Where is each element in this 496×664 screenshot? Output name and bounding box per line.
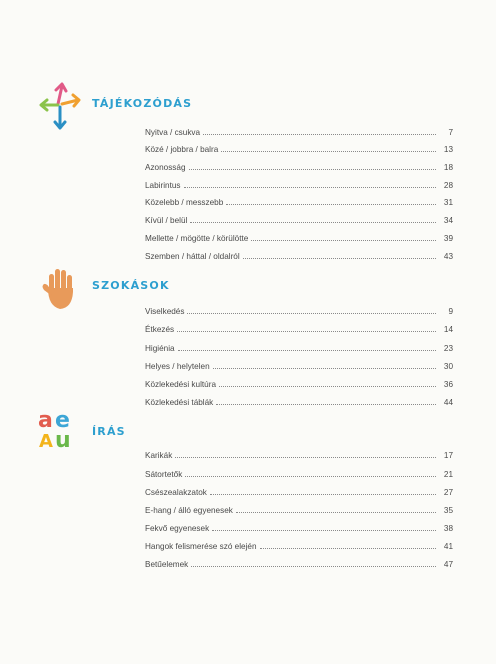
toc-entry-page: 9: [448, 307, 453, 316]
dot-leader: [260, 548, 437, 549]
dot-leader: [226, 204, 436, 205]
toc-entry-label: Közlekedési táblák: [145, 398, 214, 407]
toc-entry[interactable]: [145, 193, 453, 207]
toc-entry[interactable]: [145, 483, 453, 497]
dot-leader: [184, 187, 436, 188]
toc-entry[interactable]: [145, 320, 453, 334]
toc-entry-page: 30: [443, 362, 453, 371]
section-title: TÁJÉKOZÓDÁS: [92, 97, 193, 110]
toc-entry-label: Étkezés: [145, 325, 175, 334]
toc-entry[interactable]: [145, 357, 453, 371]
dot-leader: [178, 350, 436, 351]
toc-entry-page: 13: [443, 145, 453, 154]
section-title: SZOKÁSOK: [92, 279, 170, 292]
toc-entry-page: 18: [443, 163, 453, 172]
toc-entry-label: Labirintus: [145, 181, 181, 190]
toc-entry-page: 28: [443, 181, 453, 190]
toc-entry-page: 14: [443, 325, 453, 334]
dot-leader: [243, 258, 436, 259]
dot-leader: [177, 331, 436, 332]
toc-entry[interactable]: [145, 501, 453, 515]
toc-entry-page: 31: [443, 198, 453, 207]
toc-entry[interactable]: [145, 393, 453, 407]
toc-entry-label: Viselkedés: [145, 307, 185, 316]
dot-leader: [185, 476, 436, 477]
dot-leader: [213, 368, 436, 369]
letter-e: e: [55, 408, 70, 433]
toc-entry[interactable]: [145, 375, 453, 389]
toc-entry-label: Azonosság: [145, 163, 186, 172]
dot-leader: [191, 566, 436, 567]
section-title: ÍRÁS: [92, 425, 126, 438]
toc-entry-page: 36: [443, 380, 453, 389]
toc-entry[interactable]: [145, 537, 453, 551]
toc-entry-label: Közé / jobbra / balra: [145, 145, 219, 154]
toc-entry-page: 38: [443, 524, 453, 533]
toc-entry-label: Sátortetők: [145, 470, 183, 479]
toc-entry-page: 7: [448, 128, 453, 137]
toc-entry-page: 35: [443, 506, 453, 515]
letter-a: a: [38, 408, 53, 433]
toc-entry-label: Kívül / belül: [145, 216, 188, 225]
toc-entry-page: 27: [443, 488, 453, 497]
toc-entry-label: Fekvő egyenesek: [145, 524, 210, 533]
toc-entry-page: 43: [443, 252, 453, 261]
toc-entry-page: 23: [443, 344, 453, 353]
toc-entry[interactable]: [145, 123, 453, 137]
toc-entry-label: Közlekedési kultúra: [145, 380, 216, 389]
dot-leader: [251, 240, 436, 241]
dot-leader: [189, 169, 436, 170]
toc-entry[interactable]: [145, 229, 453, 243]
toc-entry-label: Higiénia: [145, 344, 175, 353]
toc-entry[interactable]: [145, 176, 453, 190]
letters-icon: [38, 408, 82, 456]
dot-leader: [216, 404, 436, 405]
toc-entry-label: Nyitva / csukva: [145, 128, 201, 137]
toc-entry-label: Csészealakzatok: [145, 488, 207, 497]
hand-icon: [40, 266, 80, 312]
toc-entry-page: 44: [443, 398, 453, 407]
letter-A: A: [39, 431, 53, 452]
toc-entry[interactable]: [145, 446, 453, 460]
toc-entry-label: Közelebb / messzebb: [145, 198, 224, 207]
toc-entry[interactable]: [145, 140, 453, 154]
dot-leader: [175, 457, 436, 458]
toc-entry-label: Betűelemek: [145, 560, 189, 569]
letter-u: u: [55, 428, 71, 453]
dot-leader: [210, 494, 436, 495]
toc-entry-page: 21: [443, 470, 453, 479]
toc-entry-page: 41: [443, 542, 453, 551]
toc-entry[interactable]: [145, 158, 453, 172]
toc-entry[interactable]: [145, 211, 453, 225]
dot-leader: [221, 151, 436, 152]
toc-entry-label: E-hang / álló egyenesek: [145, 506, 233, 515]
toc-entry[interactable]: [145, 465, 453, 479]
toc-entry-label: Hangok felismerése szó elején: [145, 542, 257, 551]
dot-leader: [203, 134, 436, 135]
toc-entry[interactable]: [145, 555, 453, 569]
toc-entry[interactable]: [145, 339, 453, 353]
toc-entry-page: 34: [443, 216, 453, 225]
toc-entry-page: 39: [443, 234, 453, 243]
dot-leader: [219, 386, 436, 387]
dot-leader: [187, 313, 436, 314]
toc-entry-label: Karikák: [145, 451, 173, 460]
toc-entry[interactable]: [145, 247, 453, 261]
dot-leader: [236, 512, 436, 513]
toc-entry-label: Mellette / mögötte / körülötte: [145, 234, 249, 243]
toc-entry[interactable]: [145, 302, 453, 316]
toc-entry-label: Szemben / háttal / oldalról: [145, 252, 240, 261]
toc-entry[interactable]: [145, 519, 453, 533]
dot-leader: [190, 222, 436, 223]
compass-arrows-icon: [36, 80, 84, 132]
toc-entry-page: 47: [443, 560, 453, 569]
toc-entry-label: Helyes / helytelen: [145, 362, 210, 371]
toc-entry-page: 17: [443, 451, 453, 460]
dot-leader: [212, 530, 436, 531]
